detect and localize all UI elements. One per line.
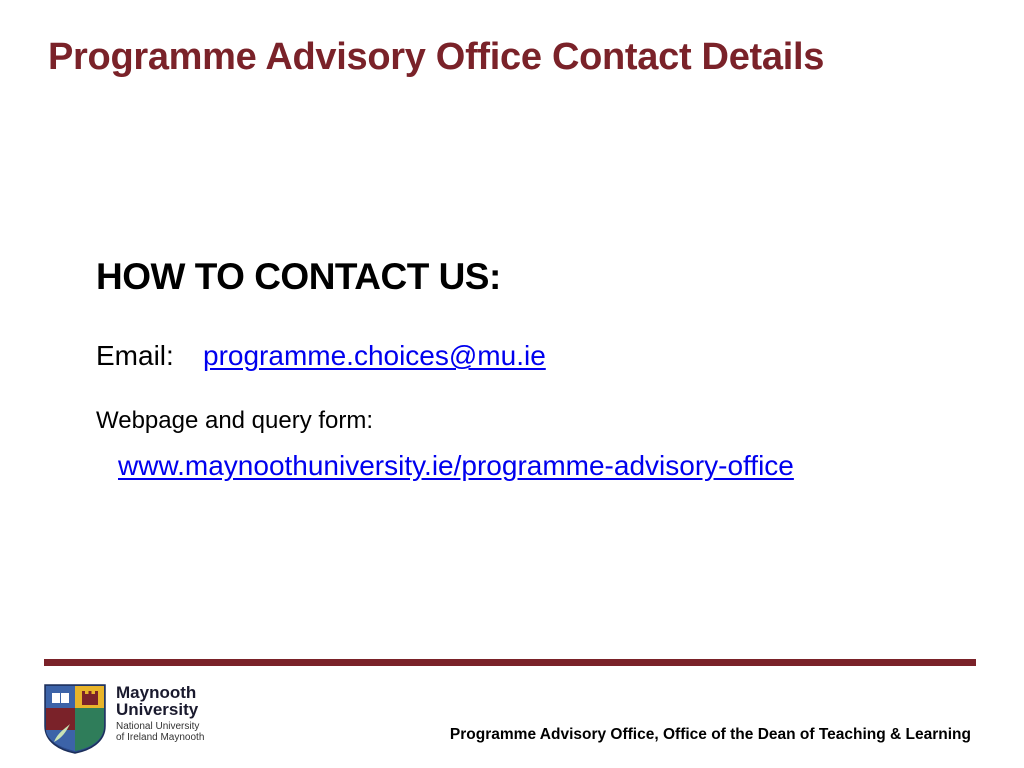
logo-name-line2: University: [116, 700, 199, 719]
footer-divider: [44, 659, 976, 666]
contact-heading: HOW TO CONTACT US:: [96, 256, 501, 297]
logo-sub-line2: of Ireland Maynooth: [116, 732, 205, 743]
email-link[interactable]: programme.choices@mu.ie: [203, 340, 546, 371]
webpage-row: [118, 450, 794, 482]
crest-icon: [44, 684, 106, 754]
webpage-link[interactable]: www.maynoothuniversity.ie/programme-advisory-office: [118, 450, 794, 481]
logo-sub-line1: National University: [116, 721, 200, 732]
email-label: Email:: [96, 340, 174, 371]
email-row: [96, 340, 546, 372]
page-title: Programme Advisory Office Contact Details: [48, 36, 825, 78]
webpage-label: Webpage and query form:: [96, 407, 374, 434]
footer-text: Programme Advisory Office, Office of the Dean of Teaching & Learning: [449, 726, 971, 743]
university-logo: [44, 684, 214, 756]
logo-wordmark: [116, 684, 204, 743]
logo-name-line1: Maynooth: [116, 683, 197, 702]
